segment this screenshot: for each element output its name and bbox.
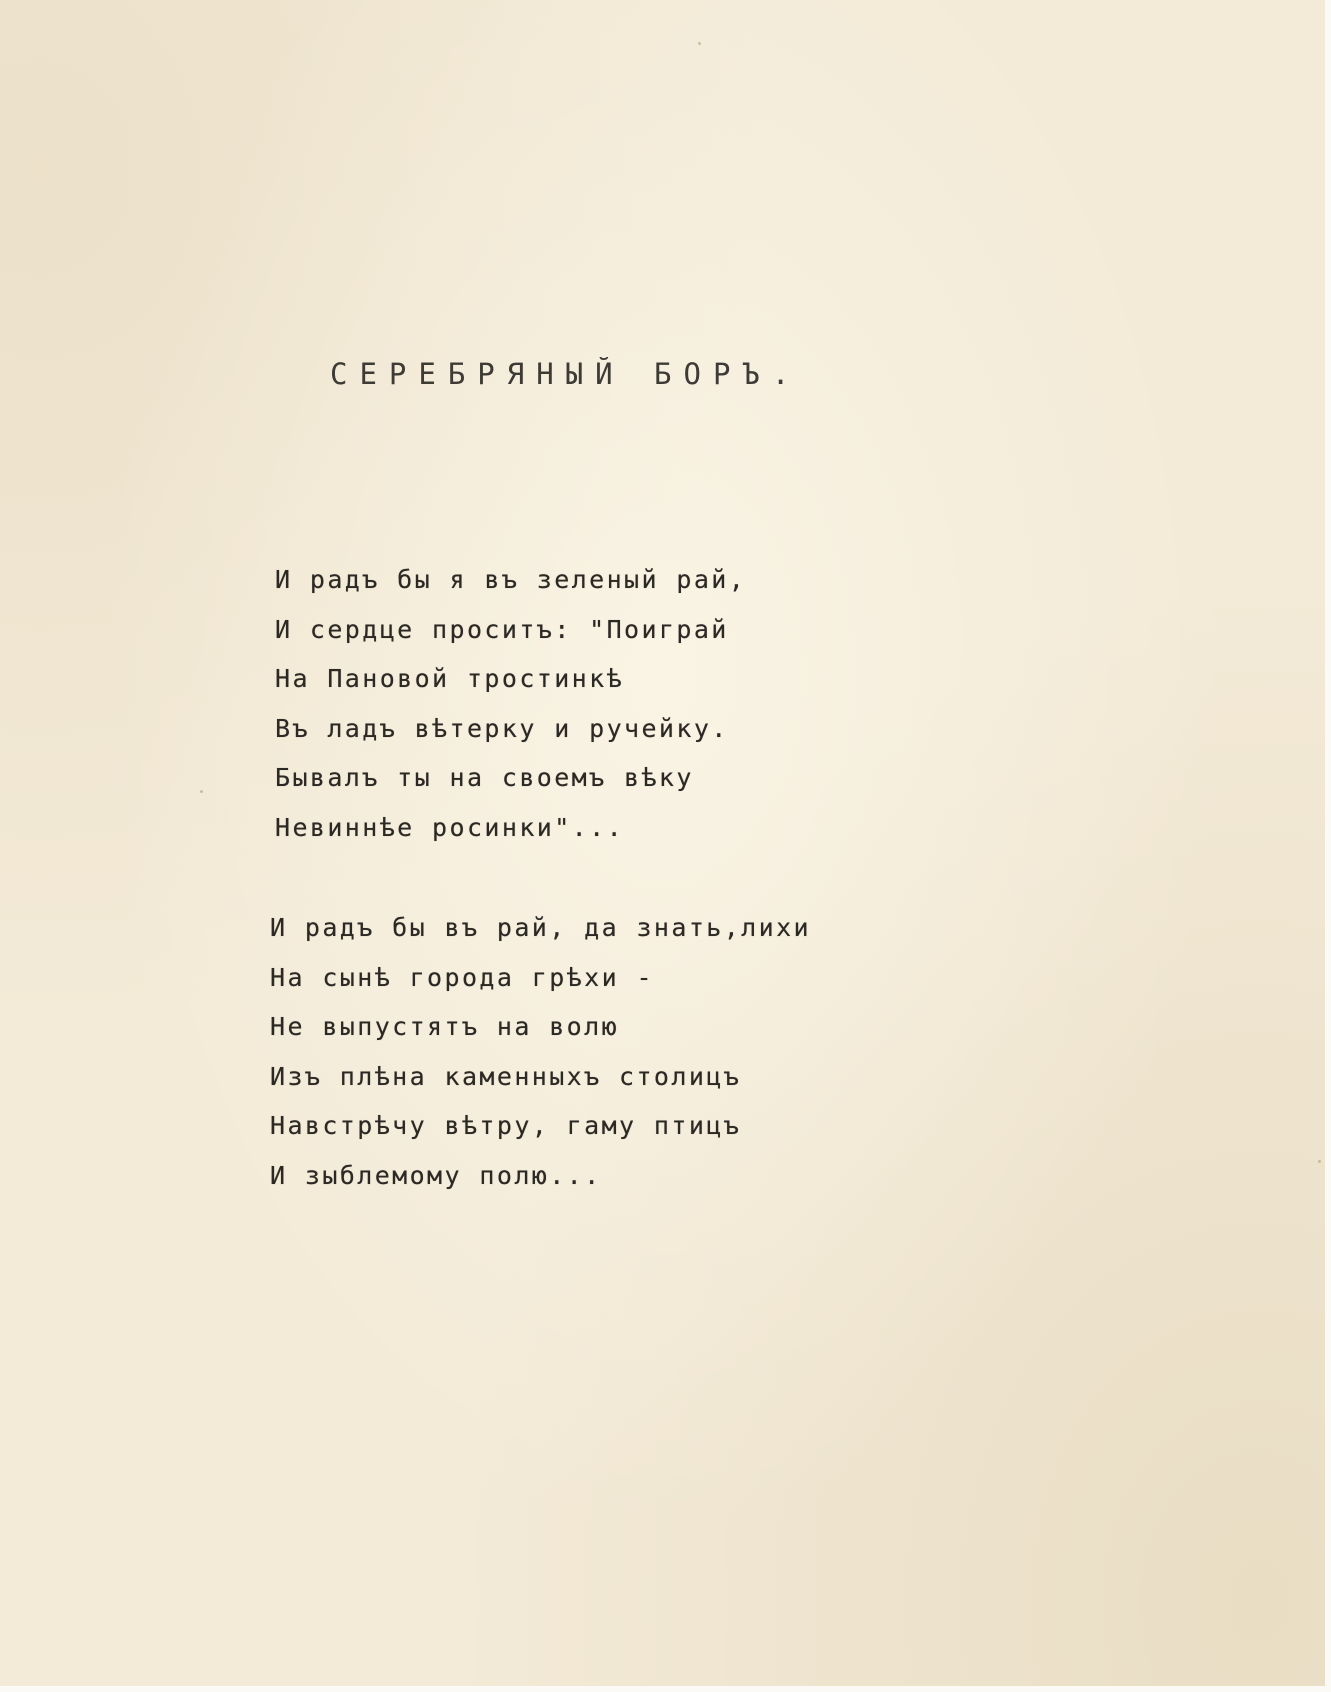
- verse-line: Невиннѣе росинки"...: [275, 812, 625, 842]
- verse-line: На Пановой тростинкѣ: [275, 664, 625, 693]
- stanza-1: [275, 555, 746, 852]
- paper-speck: [200, 790, 203, 793]
- verse-line: Изъ плѣна каменныхъ столицъ: [270, 1061, 742, 1091]
- paper-speck: [1318, 1160, 1321, 1163]
- verse-line: На сынѣ города грѣхи -: [270, 962, 654, 992]
- paper-speck: [698, 42, 701, 45]
- verse-line: Въ ладъ вѣтерку и ручейку.: [275, 713, 729, 743]
- verse-line: Навстрѣчу вѣтру, гаму птицъ: [270, 1111, 742, 1140]
- stanza-2: [270, 903, 811, 1200]
- verse-line: И радъ бы въ рай, да знать,лихи: [270, 913, 811, 942]
- poem-title: СЕРЕБРЯНЫЙ БОРЪ.: [330, 357, 802, 391]
- verse-line: Не выпустятъ на волю: [270, 1012, 620, 1041]
- verse-line: И сердце проситъ: "Поиграй: [275, 614, 729, 644]
- verse-line: И радъ бы я въ зеленый рай,: [275, 565, 747, 594]
- verse-line: Бывалъ ты на своемъ вѣку: [275, 763, 694, 792]
- verse-line: И зыблемому полю...: [270, 1160, 602, 1190]
